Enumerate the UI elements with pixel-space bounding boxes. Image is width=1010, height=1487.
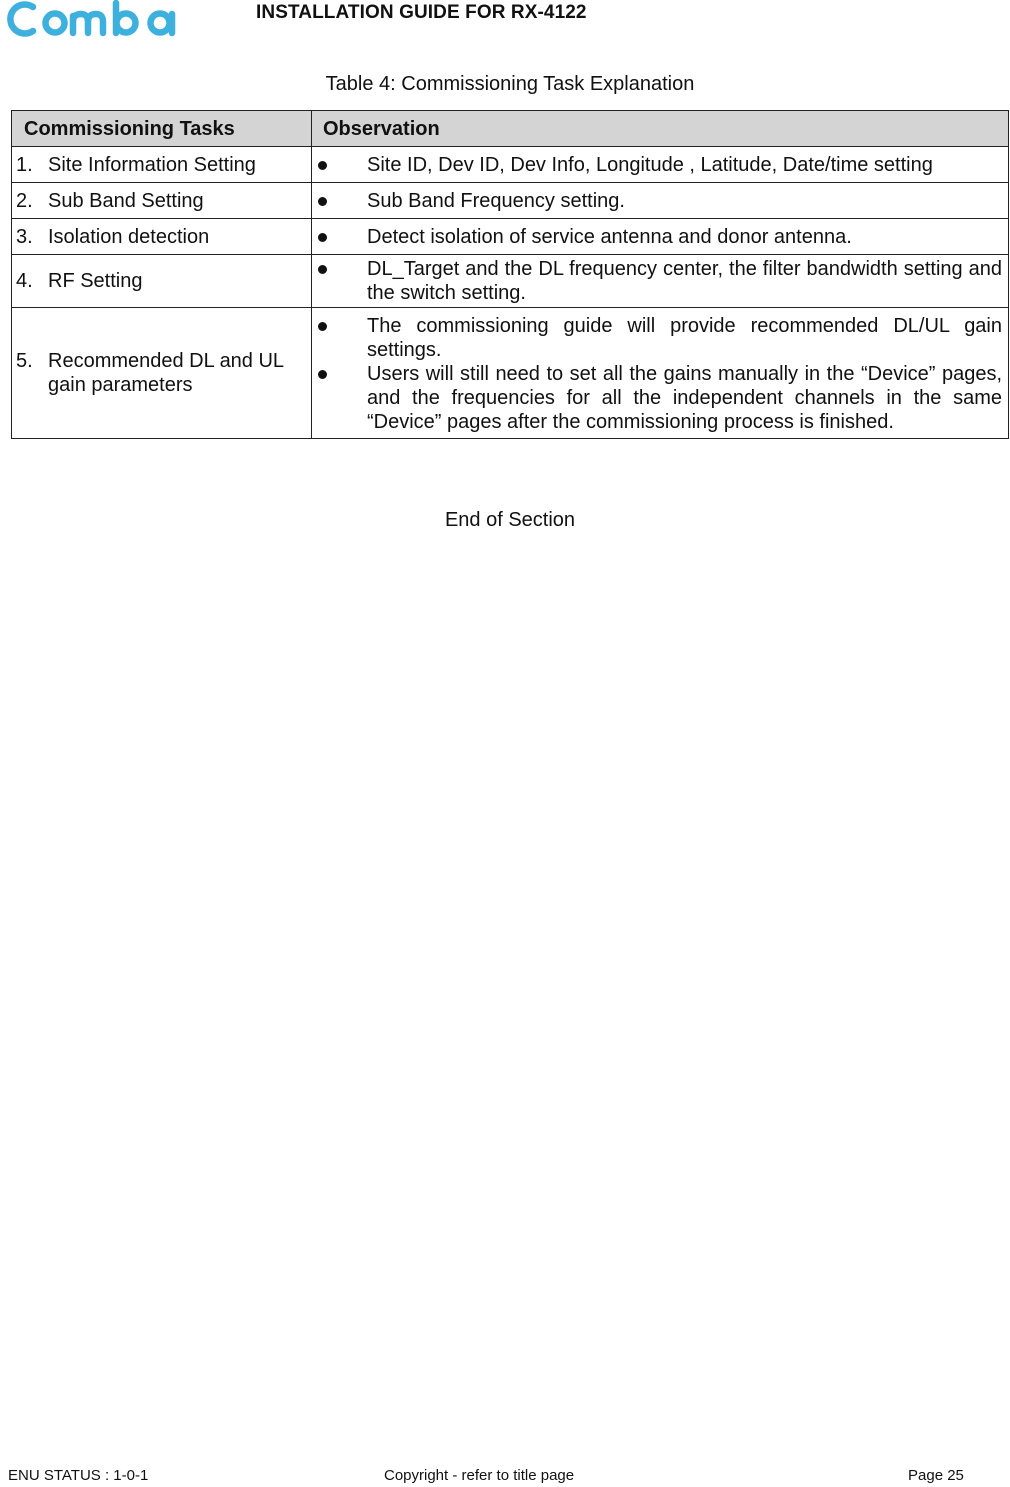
task-number: 5. bbox=[16, 350, 33, 372]
task-number: 2. bbox=[16, 189, 33, 212]
comba-logo bbox=[0, 0, 184, 40]
commissioning-table bbox=[11, 110, 1009, 439]
task-name: Sub Band Setting bbox=[48, 189, 204, 212]
task-cell bbox=[12, 255, 312, 308]
task-cell bbox=[12, 147, 312, 183]
footer-copyright: Copyright - refer to title page bbox=[384, 1467, 575, 1484]
observation-cell bbox=[312, 147, 1009, 183]
observation-item bbox=[312, 153, 1002, 177]
document-title: INSTALLATION GUIDE FOR RX-4122 bbox=[256, 2, 587, 23]
observation-item bbox=[312, 225, 1002, 249]
bullet-icon bbox=[312, 225, 367, 249]
table-row bbox=[12, 255, 1009, 308]
column-header-tasks: Commissioning Tasks bbox=[12, 111, 312, 147]
table-row bbox=[12, 147, 1009, 183]
task-name: Site Information Setting bbox=[48, 153, 256, 176]
observation-text: Site ID, Dev ID, Dev Info, Longitude , Latitude, Date/time setting bbox=[367, 153, 933, 176]
table-header-row bbox=[12, 111, 1009, 147]
observation-text: Users will still need to set all the gains manually in the “Device” pages, and the frequencies for all the independent channels in the same “Device” pages after the commissioning process is finished. bbox=[367, 363, 1002, 433]
observation-item bbox=[312, 257, 1002, 305]
column-header-observation: Observation bbox=[312, 111, 1009, 147]
observation-cell bbox=[312, 308, 1009, 439]
footer-status: ENU STATUS : 1-0-1 bbox=[8, 1467, 149, 1484]
observation-item bbox=[312, 189, 1002, 213]
table-row bbox=[12, 308, 1009, 439]
task-number: 3. bbox=[16, 225, 33, 248]
task-name: Isolation detection bbox=[48, 225, 210, 248]
end-of-section: End of Section bbox=[444, 509, 576, 531]
task-cell bbox=[12, 219, 312, 255]
bullet-icon bbox=[312, 189, 367, 213]
table-caption: Table 4: Commissioning Task Explanation bbox=[325, 73, 695, 95]
table-row bbox=[12, 183, 1009, 219]
task-cell bbox=[12, 183, 312, 219]
footer-page-number: Page 25 bbox=[908, 1467, 964, 1484]
observation-cell bbox=[312, 255, 1009, 308]
observation-item bbox=[312, 362, 1002, 434]
task-name: Recommended DL and UL gain parameters bbox=[48, 350, 284, 396]
observation-text: The commissioning guide will provide recommended DL/UL gain settings. bbox=[367, 315, 1002, 361]
bullet-icon bbox=[312, 257, 367, 281]
bullet-icon bbox=[312, 314, 367, 338]
observation-text: Detect isolation of service antenna and donor antenna. bbox=[367, 225, 852, 248]
comba-logo-graphic bbox=[0, 0, 184, 40]
observation-cell bbox=[312, 219, 1009, 255]
bullet-icon bbox=[312, 362, 367, 386]
bullet-icon bbox=[312, 153, 367, 177]
observation-text: Sub Band Frequency setting. bbox=[367, 189, 625, 212]
table-row bbox=[12, 219, 1009, 255]
observation-text: DL_Target and the DL frequency center, the filter bandwidth setting and the switch setting. bbox=[367, 258, 1002, 304]
observation-cell bbox=[312, 183, 1009, 219]
task-number: 1. bbox=[16, 153, 33, 176]
observation-item bbox=[312, 314, 1002, 362]
task-number: 4. bbox=[16, 270, 33, 292]
task-name: RF Setting bbox=[48, 270, 143, 292]
task-cell bbox=[12, 308, 312, 439]
